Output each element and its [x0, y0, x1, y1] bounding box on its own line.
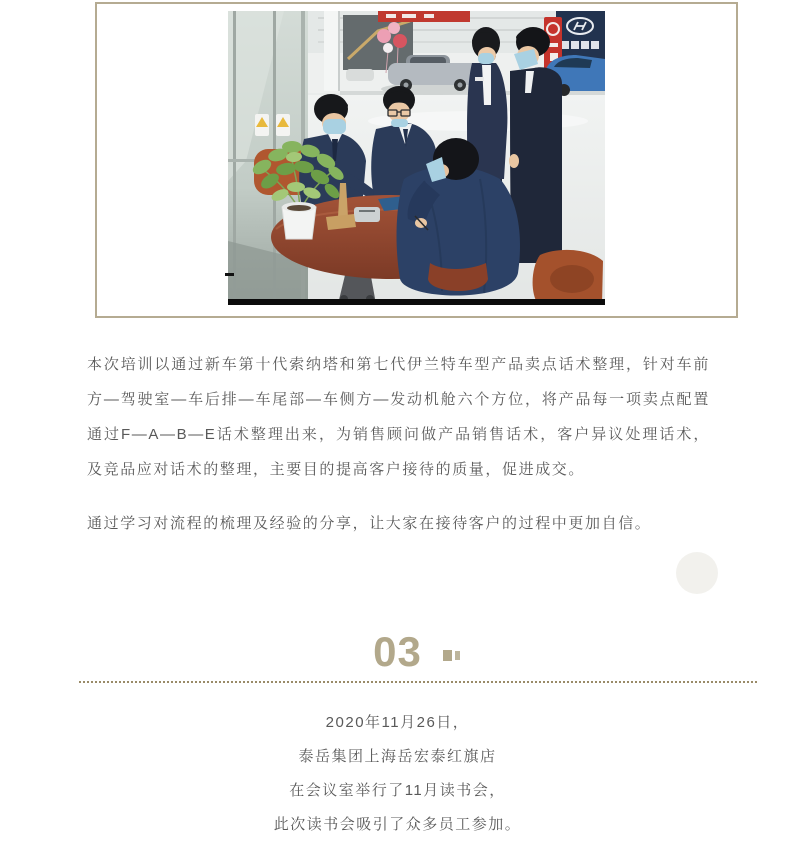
event-line-date: 2020年11月26日，	[325, 714, 470, 731]
event-line-meeting: 在会议室举行了11月读书会，	[289, 782, 506, 799]
paragraph-training-benefit: 通过学习对流程的梳理及经验的分享，让大家在接待客户的过程中更加自信。	[87, 515, 652, 532]
decorative-circle	[676, 552, 718, 594]
section-square-small	[455, 651, 460, 660]
photo-card	[95, 2, 738, 318]
dotted-divider	[79, 681, 757, 683]
section-number: 03	[373, 628, 422, 675]
red-banner	[378, 11, 470, 22]
section-header	[0, 629, 795, 679]
photo-wrap	[97, 11, 736, 305]
photo-black-bar	[228, 299, 605, 305]
training-photo	[228, 11, 605, 305]
section-square-large	[443, 650, 452, 661]
event-line-store: 泰岳集团上海岳宏泰红旗店	[298, 748, 497, 765]
distant-car	[346, 69, 374, 81]
event-line-attendance: 此次读书会吸引了众多员工参加。	[273, 816, 522, 833]
paragraph-training-summary: 本次培训以通过新车第十代索纳塔和第七代伊兰特车型产品卖点话术整理，针对车前方—驾驶室—车后排—车尾部—车侧方—发动机舱六个方位，将产品每一项卖点配置通过F—A—B—E话术整理出来，为销售顾问做产品销售话术，客户异议处理话术，及竞品应对话术的整理，主要目的提高客户接待的质量，促进成交。	[87, 356, 710, 478]
photo-edge-dash	[225, 273, 234, 276]
event-text-block	[0, 706, 795, 842]
